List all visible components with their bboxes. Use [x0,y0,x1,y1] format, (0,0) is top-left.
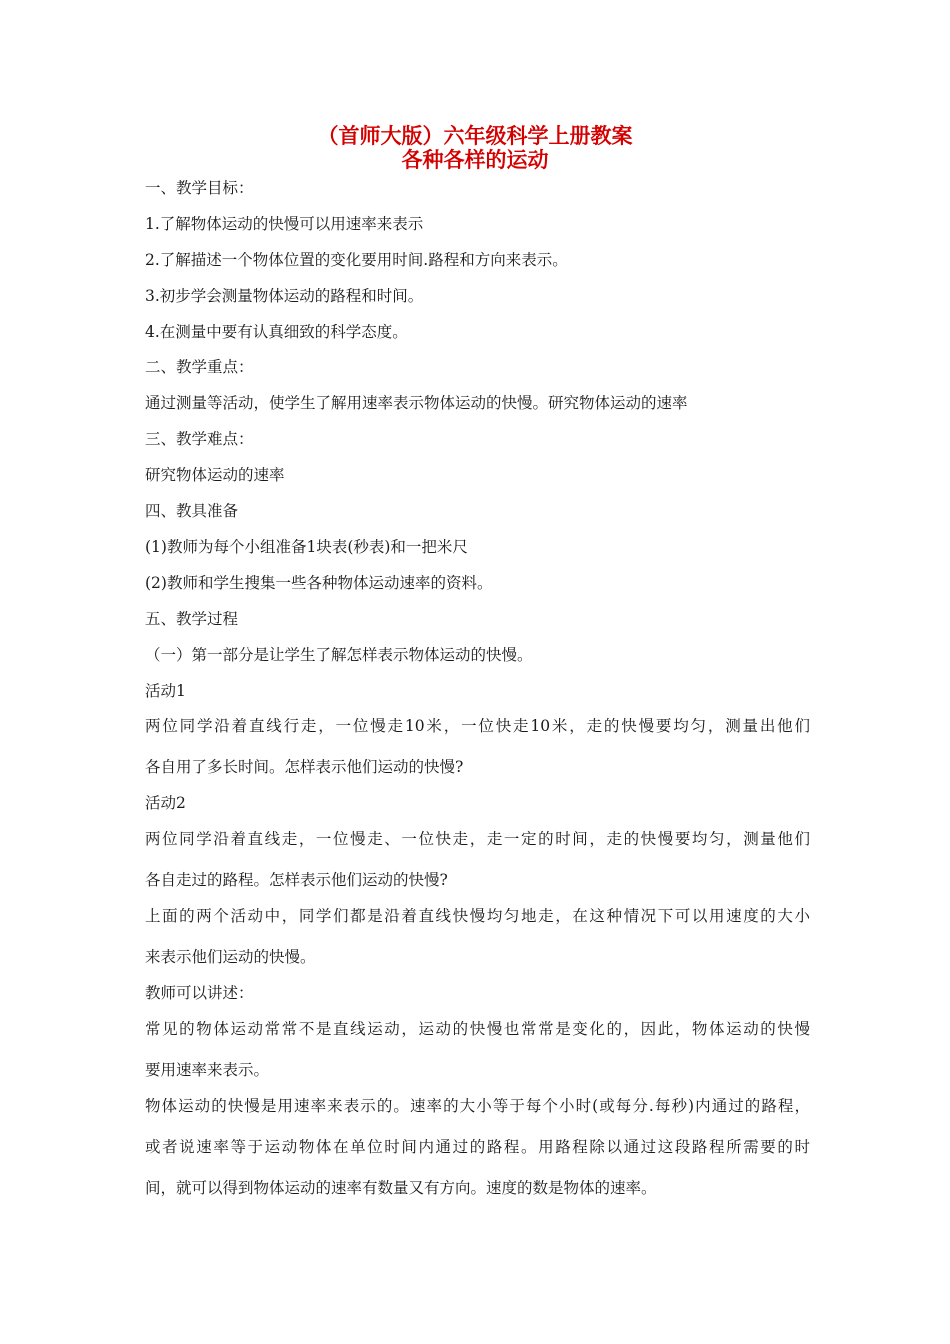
document-subtitle: 各种各样的运动 [401,148,549,172]
process-part-1-heading: （一）第一部分是让学生了解怎样表示物体运动的快慢。 [145,646,533,664]
section-heading-process: 五、教学过程 [145,610,239,628]
section-heading-difficulties: 三、教学难点： [145,430,254,448]
narration-text-line-2: 要用速率来表示。 [145,1061,270,1079]
objective-4: 4.在测量中要有认真细致的科学态度。 [145,323,408,341]
activity-2-text-line-1: 两位同学沿着直线走，一位慢走、一位快走，走一定的时间，走的快慢要均匀，测量他们 [145,830,810,848]
teacher-narration-label: 教师可以讲述： [145,984,254,1002]
materials-item-2: (2)教师和学生搜集一些各种物体运动速率的资料。 [145,574,493,592]
key-points-text: 通过测量等活动，使学生了解用速率表示物体运动的快慢。研究物体运动的速率 [145,394,688,412]
activity-1-text-line-2: 各自用了多长时间。怎样表示他们运动的快慢? [145,758,464,776]
speed-definition-line-3: 间，就可以得到物体运动的速率有数量又有方向。速度的数是物体的速率。 [145,1179,657,1197]
summary-text-line-1: 上面的两个活动中，同学们都是沿着直线快慢均匀地走，在这种情况下可以用速度的大小 [145,907,810,925]
document-title: （首师大版）六年级科学上册教案 [317,124,633,148]
difficulties-text: 研究物体运动的速率 [145,466,285,484]
section-heading-objectives: 一、教学目标： [145,179,254,197]
section-heading-key-points: 二、教学重点： [145,358,254,376]
activity-1-label: 活动1 [145,682,186,700]
section-heading-materials: 四、教具准备 [145,502,239,520]
activity-2-label: 活动2 [145,794,186,812]
objective-2: 2.了解描述一个物体位置的变化要用时间.路程和方向来表示。 [145,251,568,269]
speed-definition-line-2: 或者说速率等于运动物体在单位时间内通过的路程。用路程除以通过这段路程所需要的时 [145,1138,810,1156]
speed-definition-line-1: 物体运动的快慢是用速率来表示的。速率的大小等于每个小时(或每分.每秒)内通过的路程， [145,1097,810,1115]
narration-text-line-1: 常见的物体运动常常不是直线运动，运动的快慢也常常是变化的，因此，物体运动的快慢 [145,1020,810,1038]
materials-item-1: (1)教师为每个小组准备1块表(秒表)和一把米尺 [145,538,468,556]
activity-1-text-line-1: 两位同学沿着直线行走，一位慢走10米，一位快走10米，走的快慢要均匀，测量出他们 [145,717,810,735]
summary-text-line-2: 来表示他们运动的快慢。 [145,948,316,966]
objective-1: 1.了解物体运动的快慢可以用速率来表示 [145,215,424,233]
activity-2-text-line-2: 各自走过的路程。怎样表示他们运动的快慢? [145,871,448,889]
objective-3: 3.初步学会测量物体运动的路程和时间。 [145,287,424,305]
